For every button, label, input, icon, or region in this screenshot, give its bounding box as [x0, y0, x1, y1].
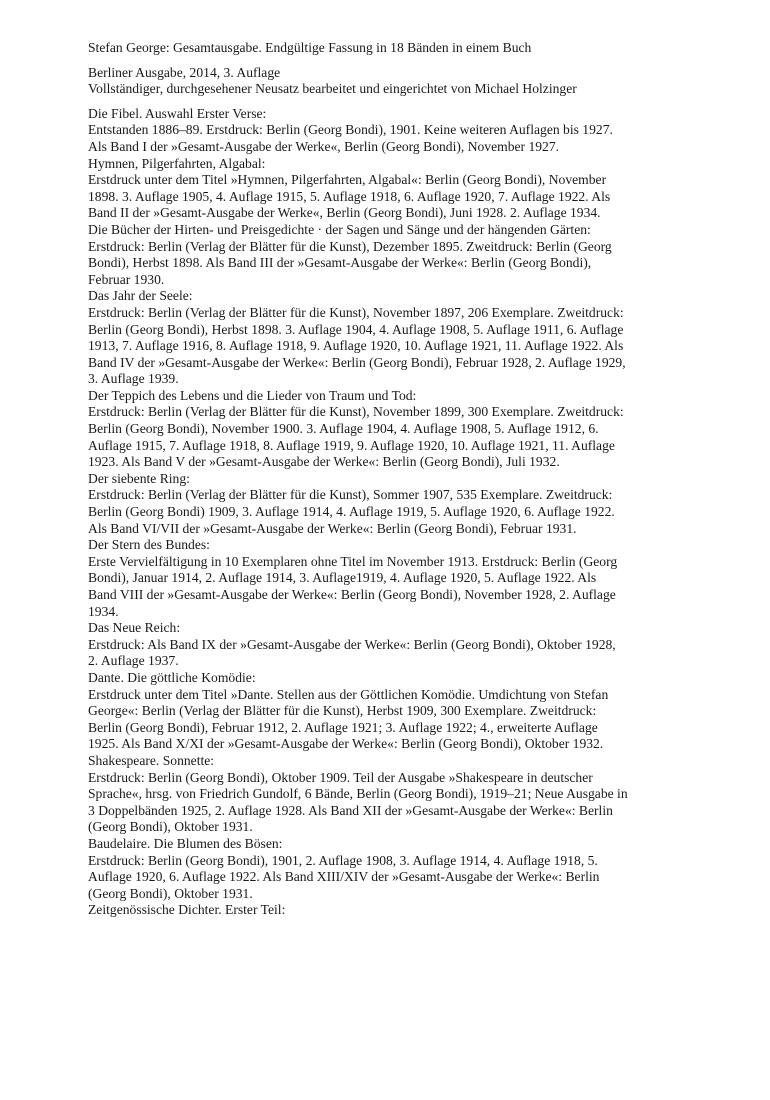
entry-teppich	[88, 388, 628, 471]
entry-shakespeare	[88, 753, 628, 836]
entry-hirten	[88, 222, 628, 288]
document-page	[88, 40, 628, 919]
entry-zeitgenoessische-dichter	[88, 902, 628, 919]
entry-text: Erstdruck: Berlin (Verlag der Blätter für die Kunst), November 1899, 300 Exemplare. Zweitdruck: Berlin (Georg Bondi), November 1900. 3. Auflage 1904, 4. Auflage 1908, 5. Auflage 1912, 6. Auflage 1915, 7. Auflage 1918, 8. Auflage 1919, 9. Auflage 1920, 10. Auflage 1921, 11. Auflage 1923. Als Band V der »Gesamt-Ausgabe der Werke«: Berlin (Georg Bondi), Juli 1932.	[88, 404, 624, 470]
edition-line: Berliner Ausgabe, 2014, 3. Auflage	[88, 64, 281, 80]
entry-hymnen	[88, 156, 628, 222]
entry-text: Erstdruck unter dem Titel »Dante. Stellen aus der Göttlichen Komödie. Umdichtung von Stefan George«: Berlin (Verlag der Blätter für die Kunst), Herbst 1909, 300 Exemplare. Zweitdruck: Berlin (Georg Bondi), Februar 1912, 2. Auflage 1921; 3. Auflage 1922; 4., erweiterte Auflage 1925. Als Band X/XI der »Gesamt-Ausgabe der Werke«: Berlin (Georg Bondi), Oktober 1932.	[88, 686, 609, 752]
entry-heading: Das Jahr der Seele:	[88, 288, 193, 304]
entry-dante	[88, 670, 628, 753]
entry-text: Erstdruck: Berlin (Verlag der Blätter für die Kunst), Dezember 1895. Zweitdruck: Berlin (Georg Bondi), Herbst 1898. Als Band III der »Gesamt-Ausgabe der Werke«: Berlin (Georg Bondi), Februar 1930.	[88, 238, 612, 287]
entry-heading: Hymnen, Pilgerfahrten, Algabal:	[88, 155, 266, 171]
entry-text: Erstdruck: Berlin (Verlag der Blätter für die Kunst), November 1897, 206 Exemplare. Zweitdruck: Berlin (Georg Bondi), Herbst 1898. 3. Auflage 1904, 4. Auflage 1908, 5. Auflage 1911, 6. Auflage 1913, 7. Auflage 1916, 8. Auflage 1918, 9. Auflage 1920, 10. Auflage 1921, 11. Auflage 1922. Als Band IV der »Gesamt-Ausgabe der Werke«: Berlin (Georg Bondi), Februar 1928, 2. Auflage 1929, 3. Auflage 1939.	[88, 304, 626, 387]
entry-fibel	[88, 106, 628, 156]
entry-jahr-der-seele	[88, 288, 628, 388]
entry-text: Erstdruck: Berlin (Verlag der Blätter für die Kunst), Sommer 1907, 535 Exemplare. Zweitdruck: Berlin (Georg Bondi) 1909, 3. Auflage 1914, 4. Auflage 1919, 5. Auflage 1920, 6. Auflage 1922. Als Band VI/VII der »Gesamt-Ausgabe der Werke«: Berlin (Georg Bondi), Februar 1931.	[88, 487, 615, 536]
entry-text: Erstdruck: Berlin (Georg Bondi), Oktober 1909. Teil der Ausgabe »Shakespeare in deutscher Sprache«, hrsg. von Friedrich Gundolf, 6 Bände, Berlin (Georg Bondi), 1919–21; Neue Ausgabe in 3 Doppelbänden 1925, 2. Auflage 1928. Als Band XII der »Gesamt-Ausgabe der Werke«: Berlin (Georg Bondi), Oktober 1931.	[88, 769, 628, 835]
entry-text: Erstdruck: Als Band IX der »Gesamt-Ausgabe der Werke«: Berlin (Georg Bondi), Oktober 1928, 2. Auflage 1937.	[88, 636, 616, 669]
entry-text: Erste Vervielfältigung in 10 Exemplaren ohne Titel im November 1913. Erstdruck: Berlin (Georg Bondi), Januar 1914, 2. Auflage 1914, 3. Auflage1919, 4. Auflage 1920, 5. Auflage 1922. Als Band VIII der »Gesamt-Ausgabe der Werke«: Berlin (Georg Bondi), November 1928, 2. Auflage 1934.	[88, 553, 618, 619]
entry-heading: Baudelaire. Die Blumen des Bösen:	[88, 835, 283, 851]
entry-heading: Der siebente Ring:	[88, 470, 190, 486]
entry-siebente-ring	[88, 471, 628, 537]
entry-neue-reich	[88, 620, 628, 670]
entry-text: Erstdruck unter dem Titel »Hymnen, Pilgerfahrten, Algabal«: Berlin (Georg Bondi), November 1898. 3. Auflage 1905, 4. Auflage 1915, 5. Auflage 1918, 6. Auflage 1920, 7. Auflage 1922. Als Band II der »Gesamt-Ausgabe der Werke«, Berlin (Georg Bondi), Juni 1928. 2. Auflage 1934.	[88, 172, 611, 221]
entry-heading: Die Fibel. Auswahl Erster Verse:	[88, 105, 267, 121]
edition-block	[88, 65, 628, 98]
entry-heading: Der Stern des Bundes:	[88, 537, 210, 553]
entry-heading: Dante. Die göttliche Komödie:	[88, 669, 256, 685]
entry-text: Erstdruck: Berlin (Georg Bondi), 1901, 2. Auflage 1908, 3. Auflage 1914, 4. Auflage 1918, 5. Auflage 1920, 6. Auflage 1922. Als Band XIII/XIV der »Gesamt-Ausgabe der Werke«: Berlin (Georg Bondi), Oktober 1931.	[88, 852, 600, 901]
entry-heading: Die Bücher der Hirten- und Preisgedichte · der Sagen und Sänge und der hängenden Gärten:	[88, 221, 591, 237]
entry-heading: Der Teppich des Lebens und die Lieder von Traum und Tod:	[88, 387, 417, 403]
entry-text: Entstanden 1886–89. Erstdruck: Berlin (Georg Bondi), 1901. Keine weiteren Auflagen bis 1927. Als Band I der »Gesamt-Ausgabe der Werke«, Berlin (Georg Bondi), November 1927.	[88, 122, 613, 154]
document-title: Stefan George: Gesamtausgabe. Endgültige Fassung in 18 Bänden in einem Buch	[88, 40, 532, 55]
editor-note: Vollständiger, durchgesehener Neusatz bearbeitet und eingerichtet von Michael Holzinger	[88, 81, 577, 97]
entry-baudelaire	[88, 836, 628, 902]
entry-heading: Das Neue Reich:	[88, 620, 181, 636]
entry-heading: Shakespeare. Sonnette:	[88, 752, 215, 768]
entry-stern-des-bundes	[88, 537, 628, 620]
entry-heading: Zeitgenössische Dichter. Erster Teil:	[88, 902, 286, 918]
